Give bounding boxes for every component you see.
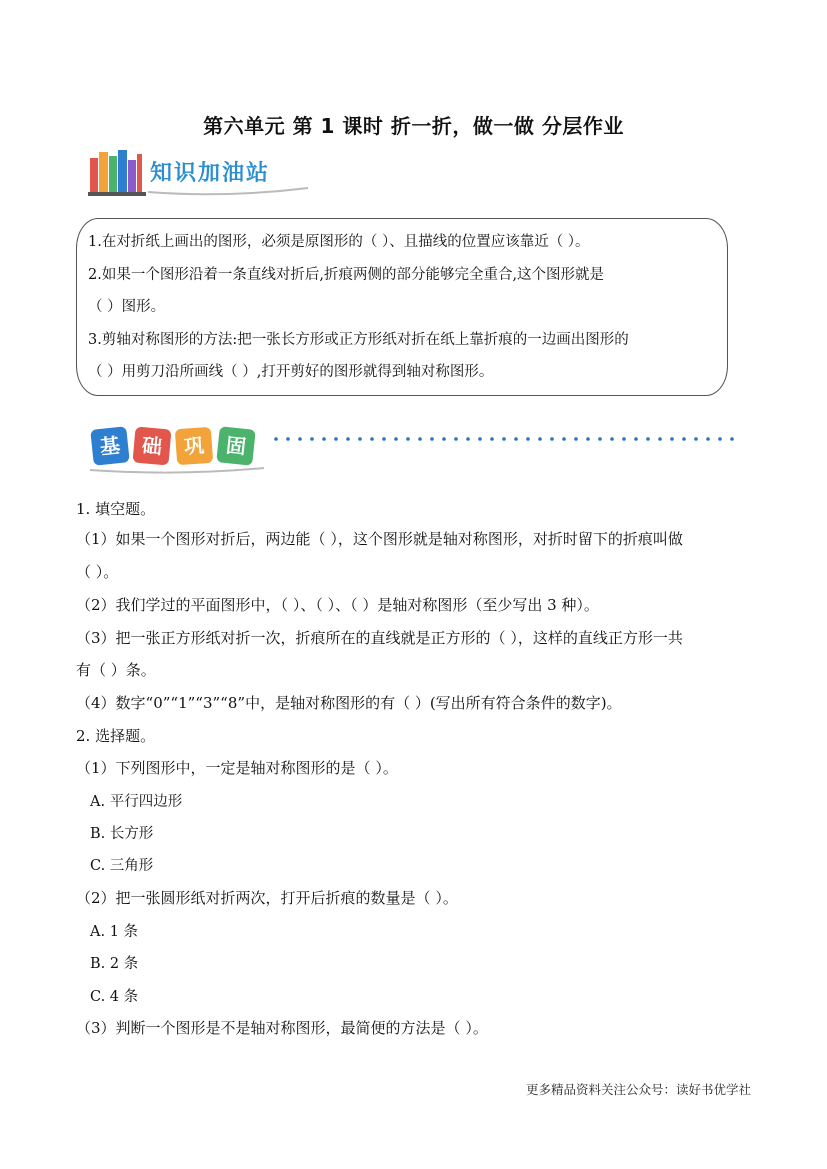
divider-dot: [286, 437, 290, 441]
q1-1: （1）如果一个图形对折后，两边能（ ），这个图形就是轴对称图形，对折时留下的折痕叫做: [76, 530, 683, 548]
divider-dot: [310, 437, 314, 441]
divider-dot: [658, 437, 662, 441]
divider-dot: [550, 437, 554, 441]
divider-dot: [406, 437, 410, 441]
divider-dot: [694, 437, 698, 441]
q1-4: （4）数字“0”“1”“3”“8”中，是轴对称图形的有（ ）(写出所有符合条件的数字)。: [76, 694, 622, 712]
tile-1: [90, 426, 130, 466]
page-title: 第六单元 第 1 课时 折一折，做一做 分层作业: [203, 114, 624, 138]
basics-tile-1: 基: [98, 433, 122, 459]
divider-dot: [322, 437, 326, 441]
divider-dot: [334, 437, 338, 441]
tile-4: [216, 426, 256, 466]
q1-3-cont: 有（ ）条。: [76, 661, 156, 679]
basics-tile-3: 巩: [183, 433, 205, 459]
divider-dot: [382, 437, 386, 441]
q2-1: （1）下列图形中，一定是轴对称图形的是（ ）。: [76, 759, 398, 777]
divider-dot: [490, 437, 494, 441]
divider-dot: [610, 437, 614, 441]
basics-banner: [88, 420, 268, 476]
q2-2-option-b: B. 2 条: [90, 956, 139, 972]
divider-dot: [274, 437, 278, 441]
divider-dot: [562, 437, 566, 441]
divider-dot: [298, 437, 302, 441]
divider-dot: [430, 437, 434, 441]
q2-2-option-c: C. 4 条: [90, 989, 139, 1005]
q1-3: （3）把一张正方形纸对折一次，折痕所在的直线就是正方形的（ ），这样的直线正方形一共: [76, 629, 683, 647]
basics-tile-2: 础: [140, 433, 164, 459]
q1-title: 1. 填空题。: [76, 500, 156, 518]
q1-2: （2）我们学过的平面图形中，（ ）、（ ）、（ ）是轴对称图形（至少写出 3 种）。: [76, 596, 599, 614]
divider-dot: [454, 437, 458, 441]
knowledge-item-2: 2.如果一个图形沿着一条直线对折后,折痕两侧的部分能够完全重合,这个图形就是: [88, 267, 605, 283]
divider-dot: [586, 437, 590, 441]
q2-2-option-a: A. 1 条: [90, 924, 139, 940]
dotted-divider: [272, 434, 742, 444]
divider-dot: [718, 437, 722, 441]
tile-2: [132, 426, 171, 465]
divider-dot: [634, 437, 638, 441]
q2-1-option-a: A. 平行四边形: [90, 794, 183, 810]
divider-dot: [514, 437, 518, 441]
divider-dot: [526, 437, 530, 441]
footer-note: 更多精品资料关注公众号：读好书优学社: [525, 1082, 751, 1097]
divider-dot: [598, 437, 602, 441]
divider-dot: [706, 437, 710, 441]
knowledge-item-1: 1.在对折纸上画出的图形，必须是原图形的（ ）、且描线的位置应该靠近（ ）。: [88, 234, 590, 250]
divider-dot: [394, 437, 398, 441]
knowledge-banner-title: 知识加油站: [150, 161, 271, 186]
divider-dot: [682, 437, 686, 441]
divider-dot: [418, 437, 422, 441]
knowledge-item-3-cont: （ ）用剪刀沿所画线（ ）,打开剪好的图形就得到轴对称图形。: [88, 364, 494, 380]
tile-3: [175, 427, 213, 465]
divider-dot: [670, 437, 674, 441]
divider-dot: [538, 437, 542, 441]
divider-dot: [622, 437, 626, 441]
divider-dot: [370, 437, 374, 441]
basics-tile-4: 固: [224, 433, 248, 459]
divider-dot: [502, 437, 506, 441]
q2-3: （3）判断一个图形是不是轴对称图形，最简便的方法是（ ）。: [76, 1019, 488, 1037]
knowledge-item-3: 3.剪轴对称图形的方法:把一张长方形或正方形纸对折在纸上靠折痕的一边画出图形的: [88, 332, 629, 348]
divider-dot: [442, 437, 446, 441]
divider-dot: [730, 437, 734, 441]
q1-1-cont: （ ）。: [76, 563, 119, 581]
q2-1-option-c: C. 三角形: [90, 858, 154, 874]
q2-2: （2）把一张圆形纸对折两次，打开后折痕的数量是（ ）。: [76, 889, 458, 907]
divider-dot: [478, 437, 482, 441]
knowledge-item-2-cont: （ ）图形。: [88, 299, 166, 315]
divider-dot: [574, 437, 578, 441]
q2-title: 2. 选择题。: [76, 727, 156, 745]
divider-dot: [466, 437, 470, 441]
divider-dot: [346, 437, 350, 441]
divider-dot: [358, 437, 362, 441]
q2-1-option-b: B. 长方形: [90, 826, 154, 842]
divider-dot: [646, 437, 650, 441]
